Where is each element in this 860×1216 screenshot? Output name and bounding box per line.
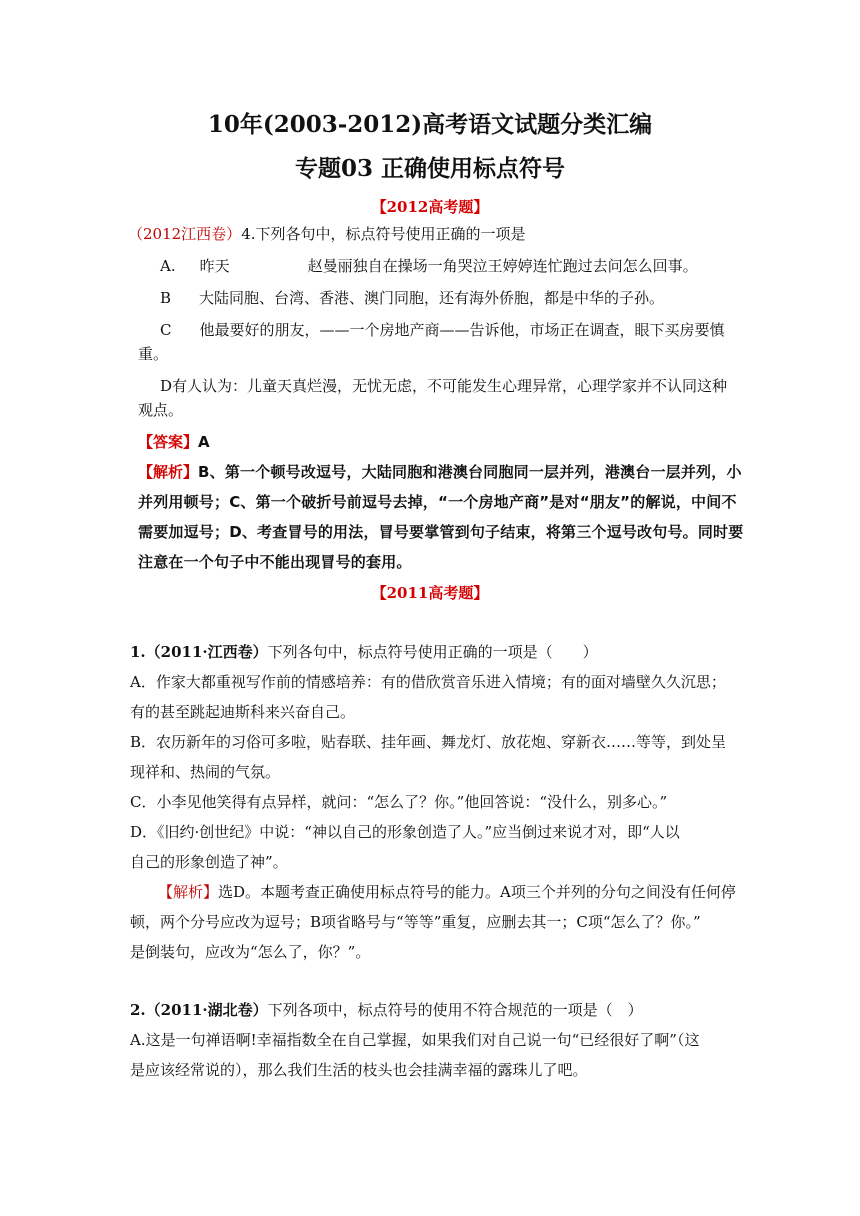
analysis-line-4: 注意在一个句子中不能出现冒号的套用。: [138, 553, 412, 571]
option-a-label: A.: [160, 257, 176, 275]
option-c-label: C: [160, 321, 172, 339]
q1-stem-text: 下列各句中，标点符号使用正确的一项是（ ）: [267, 643, 598, 661]
q1-analysis-text: 选D。本题考查正确使用标点符号的能力。A项三个并列的分句之间没有任何停: [218, 883, 736, 901]
q1-analysis-line-1: [158, 882, 736, 902]
section-heading-2011: 【2011高考题】: [371, 584, 489, 602]
option-c-cont: 重。: [138, 345, 169, 363]
option-c-text: 他最要好的朋友，——一个房地产商——告诉他，市场正在调查，眼下买房要慎: [199, 321, 725, 339]
option-a-text: 赵曼丽独自在操场一角哭泣王婷婷连忙跑过去问怎么回事。: [307, 257, 698, 275]
answer-value: A: [198, 433, 210, 451]
q2-stem: [130, 1000, 643, 1020]
question-source: （2012江西卷）: [128, 225, 242, 243]
option-a-word: 昨天: [199, 257, 230, 275]
analysis-line-2: 并列用顿号；C、第一个破折号前逗号去掉，“一个房地产商”是对“朋友”的解说，中间不: [138, 493, 737, 511]
q2-number: 2.（2011·湖北卷）: [130, 1001, 268, 1019]
option-b-label: B: [160, 289, 172, 307]
analysis-line-1: [138, 462, 742, 482]
option-d-cont: 观点。: [138, 401, 184, 419]
q1-analysis-line-3: 是倒装句，应改为“怎么了，你？”。: [130, 943, 371, 961]
q1-line-2: 有的甚至跳起迪斯科来兴奋自己。: [130, 703, 356, 721]
document-subtitle: 专题03 正确使用标点符号: [294, 155, 565, 182]
document-title: 10年(2003-2012)高考语文试题分类汇编: [207, 111, 653, 138]
q1-line-3: B．农历新年的习俗可多啦，贴春联、挂年画、舞龙灯、放花炮、穿新衣……等等，到处呈: [130, 733, 727, 751]
q2-line-2: 是应该经常说的），那么我们生活的枝头也会挂满幸福的露珠儿了吧。: [130, 1061, 588, 1079]
q1-analysis-line-2: 顿，两个分号应改为逗号；B项省略号与“等等”重复，应删去其一；C项“怎么了？你。”: [130, 913, 701, 931]
q1-stem: [130, 642, 598, 662]
analysis-text: B、第一个顿号改逗号，大陆同胞和港澳台同胞同一层并列，港澳台一层并列，小: [198, 463, 742, 481]
analysis-label: 【解析】: [138, 463, 199, 481]
q1-line-4: 现祥和、热闹的气氛。: [130, 763, 281, 781]
q1-line-6: D．《旧约·创世纪》中说：“神以自己的形象创造了人。”应当倒过来说才对，即“人以: [130, 823, 680, 841]
q1-number: 1.（2011·江西卷）: [130, 643, 268, 661]
option-b-text: 大陆同胞、台湾、香港、澳门同胞，还有海外侨胞，都是中华的子孙。: [199, 289, 665, 307]
question-2012-stem: [128, 224, 526, 244]
q2-stem-text: 下列各项中，标点符号的使用不符合规范的一项是（ ）: [267, 1001, 643, 1019]
q2-line-1: A.这是一句禅语啊!幸福指数全在自己掌握，如果我们对自己说一句“已经很好了啊”（这: [130, 1031, 700, 1049]
option-c: [160, 320, 725, 340]
q1-analysis-label: 【解析】: [158, 883, 219, 901]
answer-line: [138, 432, 210, 452]
option-d: D有人认为：儿童天真烂漫，无忧无虑，不可能发生心理异常，心理学家并不认同这种: [160, 377, 728, 395]
answer-label: 【答案】: [138, 433, 199, 451]
option-b: [160, 288, 664, 308]
question-stem: 4.下列各句中，标点符号使用正确的一项是: [241, 225, 526, 243]
q1-line-1: A．作家大都重视写作前的情感培养：有的借欣赏音乐进入情境；有的面对墙壁久久沉思；: [130, 673, 726, 691]
q1-line-5: C．小李见他笑得有点异样，就问：“怎么了？你。”他回答说：“没什么，别多心。”: [130, 793, 668, 811]
analysis-line-3: 需要加逗号；D、考查冒号的用法，冒号要掌管到句子结束，将第三个逗号改句号。同时要: [138, 523, 744, 541]
q1-line-7: 自己的形象创造了神”。: [130, 853, 288, 871]
section-heading-2012: 【2012高考题】: [371, 198, 489, 216]
option-a: [160, 256, 698, 276]
